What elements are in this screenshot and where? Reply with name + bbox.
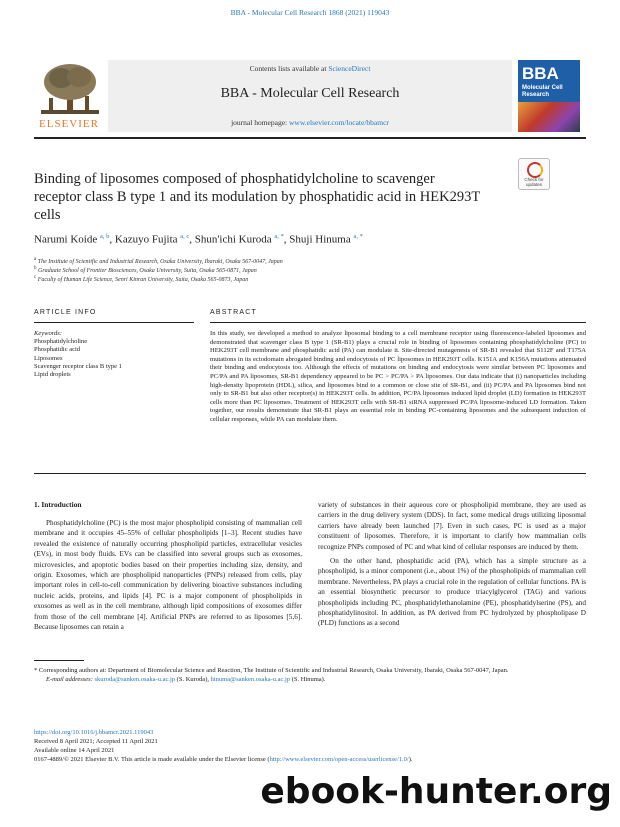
journal-header-box [108, 60, 512, 132]
corresponding-footnote [34, 666, 586, 684]
article-title: Binding of liposomes composed of phosphatidylcholine to scavenger receptor class B type 1 and its modulation by phosphatidic acid in HEK293T cells [34, 171, 480, 223]
received-dates: Received 8 April 2021; Accepted 11 April 2021 [34, 738, 158, 745]
keywords-label: Keywords: [34, 330, 62, 337]
author-affil-sup[interactable]: a, * [274, 233, 284, 240]
intro-paragraph: variety of substances in their aqueous core or phospholipid membrane, they are used as carriers in the drug delivery system (DDS). In fact, some medical drugs utilizing liposomal carriers have already been launched [7]. Even in such cases, PC is used as a major constituent of liposomes. Therefore, it is important to clarify how mammalian cells recognize PNPs composed of PC and what kind of cellular responses are induced by them. [318, 501, 586, 551]
affiliation: $^c$ Faculty of Human Life Science, Senri Kinran University, Suita, Osaka 565-0873, Japan [34, 275, 249, 283]
publication-info [34, 728, 586, 764]
article-info-rule [34, 322, 194, 323]
author-name[interactable]: Shuji Hinuma [289, 233, 351, 246]
introduction-heading: 1. Introduction [34, 500, 82, 509]
header-divider [34, 137, 586, 139]
journal-cover[interactable] [518, 60, 580, 132]
keyword-item: Scavenger receptor class B type 1 [34, 362, 122, 370]
cover-subtitle: Molecular Cell Research [522, 85, 563, 98]
corresponding-author-note: * Corresponding authors at: Department of Biomolecular Science and Reaction, The Institute of Scientific and Industrial Research, Osaka University, Ibaraki, Osaka 567-0047, Japan. [34, 667, 509, 674]
keywords-block [34, 330, 194, 379]
keyword-item: Phosphatidylcholine [34, 338, 88, 346]
sciencedirect-link[interactable]: ScienceDirect [328, 64, 371, 73]
contents-line: Contents lists available at ScienceDirect [249, 64, 371, 73]
intro-paragraph: On the other hand, phosphatidic acid (PA), which has a simple structure as a phospholipid, is a minor component (i.e., about 1%) of the phospholipids of mammalian cell membrane. Nevertheless, PA plays a crucial role in the regulation of cellular functions. PA is an essential biosynthetic precursor to produce triacylglycerol (TAG) and various phospholipids including PC, phosphatidylethanolamine (PE), phosphatidylserine (PS), and phosphatidylinositol. In addition, as PA derived from PC hydrolyzed by phospholipase D (PLD) functions as a second [318, 557, 586, 628]
article-info-heading: ARTICLE INFO [34, 309, 97, 316]
intro-right-column [318, 500, 586, 629]
author-affil-sup[interactable]: a, b [99, 233, 110, 240]
elsevier-logo[interactable] [35, 60, 103, 132]
author-name[interactable]: Shun'ichi Kuroda [194, 233, 272, 246]
journal-reference[interactable]: BBA - Molecular Cell Research 1868 (2021) 119043 [230, 8, 390, 17]
check-for-updates-button[interactable] [518, 158, 550, 190]
author-affil-sup[interactable]: a, * [353, 233, 363, 240]
check-updates-icon [527, 162, 543, 178]
email-link[interactable]: hinuma@sanken.osaka-u.ac.jp [210, 676, 291, 683]
watermark-text: ebook-hunter.org [260, 771, 612, 812]
author-name[interactable]: Kazuyo Fujita [114, 233, 178, 246]
elsevier-tree-icon [41, 62, 99, 114]
keyword-item: Lipid droplets [34, 371, 71, 379]
check-updates-label: Check for updates [524, 177, 544, 187]
cover-image [518, 102, 580, 132]
journal-homepage-link[interactable]: www.elsevier.com/locate/bbamcr [289, 118, 389, 127]
keyword-item: Phosphatidic acid [34, 346, 81, 354]
doi-link[interactable]: https://doi.org/10.1016/j.bbamcr.2021.119043 [34, 729, 154, 736]
license-line: 0167-4889/© 2021 Elsevier B.V. This article is made available under the Elsevier license (http://www.elsevier.com/open-access/userlicense/1.0/). [34, 756, 413, 763]
publisher-name: ELSEVIER [39, 118, 99, 130]
author-list: Narumi Koide $^{a, b}$, Kazuyo Fujita $^{a, c}$, Shun'ichi Kuroda $^{a, *}$, Shuji Hinuma $^{a, *}$ [34, 233, 363, 246]
intro-left-column: Phosphatidylcholine (PC) is the most major phospholipid consisting of mammalian cell membrane and it occupies 45–55% of cellular phospholipids [1–3]. Recent studies have revealed the existence of naturally occurring phospholipid particles, extracellular vesicles (EVs), in most body fluids. EVs can be classified into several groups such as exosomes, microvesicles, and apoptotic bodies based on their properties including size, density, and origin. Exosomes, which are phospholipid nanoparticles (PNPs) released from cells, play important roles in cell-to-cell communication by delivering bioactive substances including nucleic acids, proteins, and lipids [4]. PC is a major component of phospholipids in exosomes as well as in the cell membrane, although lipid compositions of exosomes differ from those of the cell membrane [4]. Artificial PNPs are referred to as liposomes [5,6]. Because liposomes can retain a [34, 519, 302, 632]
abstract-text: In this study, we developed a method to analyze liposomal binding to a cell membrane receptor using fluorescence-labeled liposomes and demonstrated that scavenger class B type 1 (SR-B1) plays a crucial role in binding of liposomes containing phosphatidylcholine (PC) to HEK293T cell membrane and phosphatidic acid (PA) can modulate it. Site-directed mutagenesis of SR-B1 revealed that S112F and T175A mutations in its ectodomain abrogated binding and endocytosis of PC liposomes in HEK293T cells. K151A and K156A mutations attenuated their binding and endocytosis too. Although the effects of mutations on binding and endocytosis were similar between PC liposomes and PC/PA and PA liposomes, SR-B1 dependency appeared to be PC > PC/PA > PA liposomes. Our data indicate that (i) nanoparticles including high-density lipoprotein (HDL), silica, and liposomes bind to a common or close site of SR-B1, and (ii) PC/PA and PA liposomes bind not only to SR-B1 but also other receptor(s) in HEK293T cells. In addition, PC/PA liposomes induced lipid droplet (LD) formation in HEK293T cells more than PC liposomes. Treatment of HEK293T cells with SR-B1 siRNA suppressed PC/PA liposome-induced LD formation. Taken together, our results demonstrate that SR-B1 plays an essential role in binding PC-containing liposomes and the subsequent induction of cellular responses, while PA can modulate them. [210, 330, 586, 423]
abstract-heading: ABSTRACT [210, 309, 257, 316]
footnote-rule [34, 660, 84, 661]
cover-title: BBA [522, 64, 559, 83]
license-link[interactable]: http://www.elsevier.com/open-access/userlicense/1.0/ [269, 756, 409, 763]
abstract-rule [210, 322, 586, 323]
abstract-bottom-rule [34, 473, 586, 474]
homepage-line: journal homepage: www.elsevier.com/locate/bbamcr [231, 118, 389, 127]
available-online-date: Available online 14 April 2021 [34, 747, 115, 754]
affiliation: $^b$ Graduate School of Frontier Biosciences, Osaka University, Suita, Osaka 565-0871, Japan [34, 266, 257, 274]
email-link[interactable]: skuroda@sanken.osaka-u.ac.jp [94, 676, 176, 683]
email-line: E-mail addresses: skuroda@sanken.osaka-u.ac.jp (S. Kuroda), hinuma@sanken.osaka-u.ac.jp (S. Hinuma). [46, 676, 326, 683]
affiliation: $^a$ The Institute of Scientific and Industrial Research, Osaka University, Ibaraki, Osaka 567-0047, Japan [34, 257, 283, 265]
journal-title: BBA - Molecular Cell Research [220, 86, 400, 101]
author-affil-sup[interactable]: a, c [180, 233, 190, 240]
author-name[interactable]: Narumi Koide [34, 233, 98, 246]
keyword-item: Liposomes [34, 354, 63, 362]
